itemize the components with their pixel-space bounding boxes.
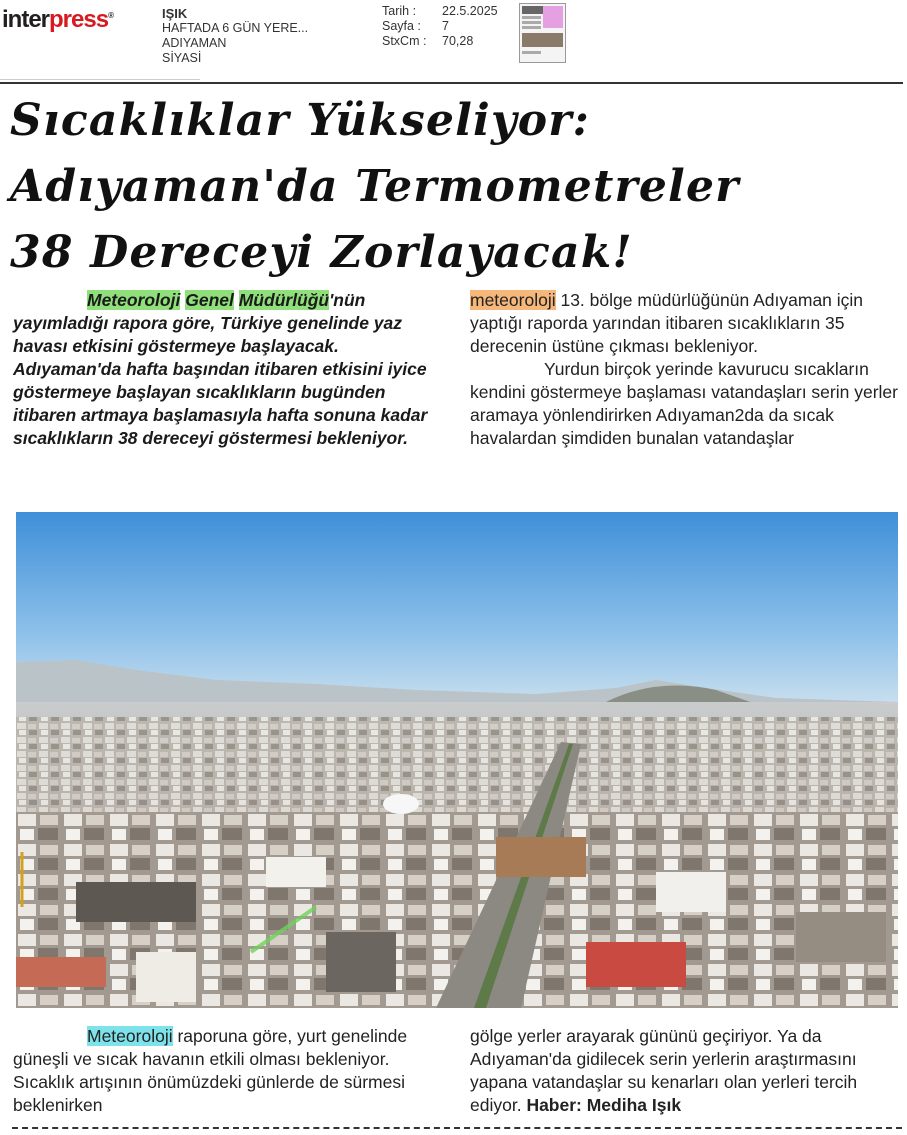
keyword-highlight: Meteoroloji	[87, 1026, 173, 1046]
keyword-highlight: Müdürlüğü	[238, 290, 330, 310]
keyword-highlight: meteoroloji	[470, 290, 556, 310]
keyword-highlight: Meteoroloji	[87, 290, 181, 310]
publication-section: SİYASİ	[162, 51, 202, 65]
construction-site	[496, 837, 586, 877]
right-paragraph-1	[470, 289, 905, 358]
meta-labels	[382, 4, 426, 49]
date-value: 22.5.2025	[442, 4, 498, 18]
thumbnail-photo	[522, 33, 563, 47]
bottom-right-text	[470, 1025, 905, 1117]
headline	[10, 88, 905, 286]
right-paragraph-1-text: 13. bölge müdürlüğünün Adıyaman için yaptığı raporda yarından itibaren sıcaklıkların 35 derecenin üstüne çıkması bekleniyor.	[470, 290, 864, 356]
thumbnail-text-line	[522, 26, 541, 29]
bottom-left-text	[13, 1025, 453, 1117]
lede-text: 'nün yayımladığı rapora göre, Türkiye genelinde yaz havası etkisini göstermeye başlayacak. Adıyaman'da hafta başından itibaren etkisini iyice göstermeye başlayan sıcaklıkların bugünden itibaren artmaya başlamasıyla hafta sonuna kadar sıcaklıkların 38 dereceyi göstermesi bekleniyor.	[13, 290, 428, 448]
brand-name-main: inter	[2, 6, 50, 33]
building-red-roof	[586, 942, 686, 987]
publication-frequency: HAFTADA 6 GÜN YERE...	[162, 21, 309, 35]
publication-name: IŞIK	[162, 6, 188, 21]
header-divider-short	[0, 79, 200, 80]
brand-name-accent: press	[49, 6, 109, 33]
building-block	[326, 932, 396, 992]
meta-values	[442, 4, 498, 49]
header-divider	[0, 82, 903, 84]
byline: Haber: Mediha Işık	[526, 1095, 682, 1115]
lede-paragraph	[13, 289, 443, 450]
thumbnail-text-line	[522, 21, 541, 24]
publication-info	[162, 6, 362, 66]
bottom-right-paragraph: gölge yerler arayarak gününü geçiriyor. Ya da Adıyaman'da gidilecek serin yerlerin araştırmasını yapana vatandaşlar su kenarları olan yerleri tercih ediyor.	[470, 1026, 858, 1115]
page-value: 7	[442, 19, 449, 33]
city-aerial-photo	[16, 512, 898, 1008]
dome-building	[383, 794, 419, 814]
right-column-text	[470, 289, 905, 450]
right-paragraph-2	[470, 358, 905, 450]
bottom-left-paragraph: raporuna göre, yurt genelinde güneşli ve sıcak havanın etkili olması bekleniyor. Sıcaklık artışının önümüzdeki günlerde de sürmesi beklenirken	[13, 1026, 408, 1115]
building-red-roof	[16, 957, 106, 987]
page-thumbnail[interactable]	[519, 3, 566, 63]
headline-line-2: Adıyaman'da Termometreler	[10, 161, 740, 212]
stxcm-value: 70,28	[442, 34, 474, 48]
publication-city: ADIYAMAN	[162, 36, 227, 50]
headline-line-1: Sıcaklıklar Yükseliyor:	[10, 95, 591, 146]
building-white	[136, 952, 196, 1002]
far-city-blocks	[16, 717, 898, 812]
stxcm-label: StxCm :	[382, 34, 427, 48]
keyword-highlight: Genel	[185, 290, 234, 310]
brand-logo	[2, 6, 113, 34]
right-paragraph-2-text: Yurdun birçok yerinde kavurucu sıcakların kendini göstermeye başlaması vatandaşları serin yerler aramaya yönlendirirken Adıyaman2da da sıcak havalardan şimdiden bunalan vatandaşlar	[470, 359, 898, 448]
registered-mark: ®	[108, 11, 113, 20]
thumbnail-text-line	[522, 16, 541, 19]
building-white	[656, 872, 726, 912]
thumbnail-text-line	[522, 51, 541, 54]
footer-divider	[12, 1127, 902, 1129]
building-block	[76, 882, 196, 922]
thumbnail-ad	[543, 6, 563, 28]
building-white	[266, 857, 326, 887]
headline-line-3: 38 Dereceyi Zorlayacak!	[10, 227, 633, 278]
building-block	[796, 912, 886, 962]
date-label: Tarih :	[382, 4, 417, 18]
page-label: Sayfa :	[382, 19, 421, 33]
